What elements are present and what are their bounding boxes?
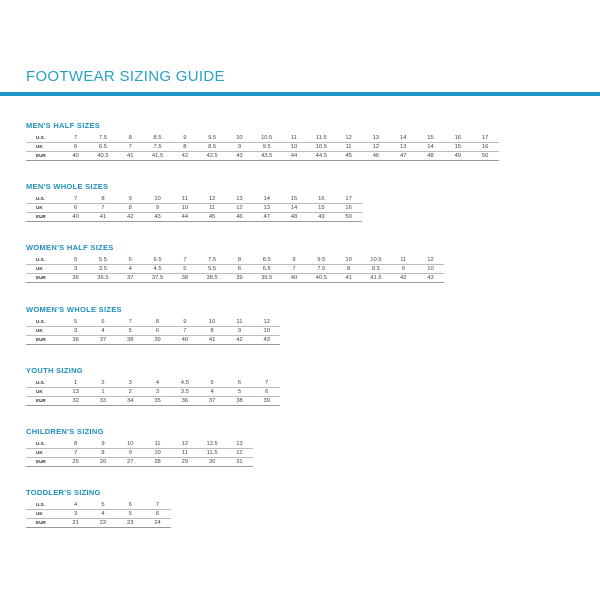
table-row: [26, 152, 499, 161]
size-cell: 6: [62, 143, 89, 152]
size-cell: 7: [155, 502, 160, 508]
size-cell: 10.5: [261, 135, 273, 141]
section-title: WOMEN'S WHOLE SIZES: [26, 305, 122, 314]
size-cell: 13: [253, 204, 280, 213]
size-cell: 3: [62, 265, 89, 274]
size-cell: 9.5: [208, 135, 217, 141]
size-cell: 4: [89, 510, 116, 519]
row-label: U.S.: [36, 502, 45, 507]
size-cell: 1: [74, 380, 78, 386]
size-cell: 48: [417, 152, 444, 161]
size-cell: 8.5: [153, 135, 162, 141]
size-cell: 9: [183, 135, 187, 141]
size-cell: 7.5: [144, 143, 171, 152]
size-cell: 8: [128, 135, 132, 141]
size-cell: 10: [127, 441, 134, 447]
size-cell: 15: [427, 135, 434, 141]
size-cell: 16: [318, 196, 325, 202]
size-cell: 5: [171, 265, 198, 274]
table-row: [26, 204, 362, 213]
size-cell: 5: [101, 502, 105, 508]
size-cell: 13: [390, 143, 417, 152]
row-label: EUR: [26, 519, 62, 528]
size-cell: 15: [444, 143, 471, 152]
size-cell: 46: [226, 213, 253, 222]
size-cell: 8: [171, 143, 198, 152]
size-cell: 16: [471, 143, 498, 152]
section-title: MEN'S HALF SIZES: [26, 121, 101, 130]
size-cell: 12.5: [206, 441, 218, 447]
size-cell: 6: [237, 380, 242, 386]
size-cell: 12: [427, 257, 434, 263]
size-cell: 28: [144, 458, 171, 467]
size-cell: 7: [62, 449, 89, 458]
size-cell: 11: [171, 449, 198, 458]
size-cell: 14: [399, 135, 407, 141]
size-cell: 5: [74, 319, 78, 325]
size-cell: 3.5: [171, 388, 198, 397]
size-cell: 46: [362, 152, 389, 161]
size-cell: 11: [181, 196, 188, 202]
section-mens-whole: [26, 182, 362, 222]
size-cell: 41: [89, 213, 116, 222]
size-cell: 3.5: [89, 265, 116, 274]
row-label: EUR: [26, 458, 62, 467]
size-cell: 9: [183, 319, 187, 325]
size-table: [26, 134, 499, 161]
size-cell: 9: [117, 449, 144, 458]
size-cell: 7: [74, 196, 78, 202]
section-title: TODDLER'S SIZING: [26, 488, 101, 497]
row-label: UK: [26, 510, 62, 519]
size-cell: 8: [335, 265, 362, 274]
size-cell: 7: [280, 265, 307, 274]
table-row: [26, 274, 444, 283]
size-cell: 38: [226, 397, 253, 406]
size-cell: 12: [226, 449, 253, 458]
size-cell: 10.5: [308, 143, 335, 152]
size-cell: 47: [253, 213, 280, 222]
size-cell: 12: [345, 135, 352, 141]
size-cell: 5: [210, 380, 214, 386]
size-cell: 2: [117, 388, 144, 397]
size-cell: 4: [117, 265, 144, 274]
size-cell: 9.5: [253, 143, 280, 152]
row-label: U.S.: [36, 441, 45, 446]
size-cell: 8.5: [262, 257, 271, 263]
size-cell: 32: [62, 397, 89, 406]
size-cell: 12: [226, 204, 253, 213]
row-label: UK: [26, 265, 62, 274]
size-cell: 39: [144, 336, 171, 345]
size-cell: 41.5: [362, 274, 389, 283]
size-cell: 4.5: [144, 265, 171, 274]
size-cell: 25: [62, 458, 89, 467]
row-label: U.S.: [36, 196, 45, 201]
size-cell: 8: [89, 449, 116, 458]
row-label: UK: [26, 327, 62, 336]
section-title: MEN'S WHOLE SIZES: [26, 182, 109, 191]
size-cell: 50: [471, 152, 498, 161]
size-cell: 5.5: [98, 257, 107, 263]
size-cell: 44: [171, 213, 198, 222]
size-cell: 37: [198, 397, 225, 406]
size-cell: 12: [263, 319, 270, 325]
section-title: WOMEN'S HALF SIZES: [26, 243, 114, 252]
row-label: EUR: [26, 152, 62, 161]
size-cell: 23: [117, 519, 144, 528]
table-row: [26, 397, 280, 406]
section-title: CHILDREN'S SIZING: [26, 427, 104, 436]
size-cell: 40: [280, 274, 307, 283]
size-cell: 22: [89, 519, 116, 528]
table-row: [26, 501, 171, 510]
size-cell: 9.5: [317, 257, 326, 263]
size-cell: 26: [89, 458, 116, 467]
size-cell: 36: [62, 336, 89, 345]
size-cell: 47: [390, 152, 417, 161]
section-title: YOUTH SIZING: [26, 366, 83, 375]
size-cell: 14: [263, 196, 270, 202]
table-row: [26, 388, 280, 397]
size-cell: 9: [226, 327, 253, 336]
size-cell: 29: [171, 458, 198, 467]
size-cell: 6: [253, 388, 280, 397]
size-cell: 42.5: [198, 152, 225, 161]
size-cell: 6: [226, 265, 253, 274]
size-cell: 37: [117, 274, 144, 283]
row-label: U.S.: [36, 319, 45, 324]
size-cell: 7.5: [308, 265, 335, 274]
size-cell: 6: [101, 319, 105, 325]
size-cell: 10: [144, 449, 171, 458]
size-cell: 6.5: [89, 143, 116, 152]
size-cell: 7: [128, 319, 132, 325]
size-cell: 16: [454, 135, 462, 141]
table-row: [26, 318, 280, 327]
table-row: [26, 510, 171, 519]
size-cell: 11: [335, 143, 362, 152]
size-cell: 1: [89, 388, 116, 397]
size-cell: 49: [444, 152, 471, 161]
row-label: EUR: [26, 397, 62, 406]
size-cell: 13: [236, 196, 243, 202]
size-cell: 8: [117, 204, 144, 213]
row-label: UK: [26, 143, 62, 152]
size-cell: 14: [417, 143, 444, 152]
size-cell: 8: [198, 327, 225, 336]
size-cell: 33: [89, 397, 116, 406]
size-table: [26, 195, 362, 222]
size-cell: 11.5: [198, 449, 225, 458]
size-cell: 6: [144, 327, 171, 336]
size-cell: 12: [181, 441, 189, 447]
size-cell: 40.5: [89, 152, 116, 161]
size-cell: 13: [236, 441, 243, 447]
size-cell: 44: [280, 152, 307, 161]
size-cell: 3: [62, 327, 89, 336]
size-cell: 13: [372, 135, 380, 141]
size-cell: 40.5: [308, 274, 335, 283]
size-cell: 40: [171, 336, 198, 345]
row-label: U.S.: [36, 380, 45, 385]
table-row: [26, 440, 253, 449]
size-cell: 37: [89, 336, 116, 345]
size-cell: 9: [390, 265, 417, 274]
size-cell: 42: [226, 336, 253, 345]
table-row: [26, 519, 171, 528]
table-row: [26, 134, 499, 143]
size-cell: 8: [101, 196, 105, 202]
size-cell: 9: [101, 441, 105, 447]
size-cell: 45: [335, 152, 362, 161]
size-cell: 11.5: [315, 135, 327, 141]
size-cell: 4: [89, 327, 116, 336]
size-cell: 11: [400, 257, 407, 263]
size-cell: 10: [171, 204, 198, 213]
size-cell: 9: [292, 257, 296, 263]
size-cell: 5: [117, 510, 144, 519]
table-row: [26, 213, 362, 222]
size-cell: 11: [236, 319, 243, 325]
section-womens-whole: [26, 305, 280, 345]
size-cell: 15: [290, 196, 298, 202]
size-cell: 38: [171, 274, 198, 283]
size-cell: 10: [280, 143, 307, 152]
size-cell: 41.5: [144, 152, 171, 161]
size-cell: 4: [155, 380, 160, 386]
size-table: [26, 440, 253, 467]
size-cell: 43: [144, 213, 171, 222]
size-cell: 7: [89, 204, 116, 213]
size-cell: 13: [62, 388, 89, 397]
table-row: [26, 327, 280, 336]
row-label: EUR: [26, 336, 62, 345]
size-cell: 38: [117, 336, 144, 345]
size-cell: 8.5: [198, 143, 225, 152]
size-cell: 43: [226, 152, 253, 161]
size-cell: 43.5: [253, 152, 280, 161]
size-cell: 38.5: [198, 274, 225, 283]
size-cell: 40: [62, 152, 89, 161]
table-row: [26, 449, 253, 458]
size-cell: 12: [362, 143, 389, 152]
size-cell: 7.5: [208, 257, 217, 263]
row-label: UK: [26, 449, 62, 458]
size-cell: 11: [198, 204, 225, 213]
size-cell: 7: [265, 380, 269, 386]
size-cell: 6: [144, 510, 171, 519]
size-cell: 36: [171, 397, 198, 406]
size-cell: 6.5: [153, 257, 162, 263]
row-label: U.S.: [36, 135, 45, 140]
size-cell: 11: [154, 441, 161, 447]
size-cell: 24: [144, 519, 171, 528]
size-cell: 8: [74, 441, 78, 447]
size-cell: 43: [253, 336, 280, 345]
size-cell: 5: [226, 388, 253, 397]
size-cell: 10: [417, 265, 444, 274]
size-cell: 7: [74, 135, 78, 141]
size-cell: 44.5: [308, 152, 335, 161]
title-rule: [0, 92, 600, 96]
size-cell: 5: [74, 257, 78, 263]
size-cell: 36.5: [89, 274, 116, 283]
size-cell: 39.5: [253, 274, 280, 283]
size-cell: 3: [144, 388, 171, 397]
size-cell: 9: [226, 143, 253, 152]
size-cell: 7: [171, 327, 198, 336]
size-cell: 6: [128, 257, 132, 263]
size-cell: 17: [481, 135, 489, 141]
size-cell: 6.5: [253, 265, 280, 274]
size-cell: 4: [74, 502, 78, 508]
size-cell: 6: [128, 502, 132, 508]
size-cell: 14: [280, 204, 307, 213]
size-cell: 27: [117, 458, 144, 467]
size-cell: 5: [117, 327, 144, 336]
size-table: [26, 501, 171, 528]
size-cell: 11: [291, 135, 298, 141]
size-cell: 45: [198, 213, 225, 222]
table-row: [26, 379, 280, 388]
size-cell: 4: [198, 388, 225, 397]
size-cell: 41: [198, 336, 225, 345]
size-cell: 7: [117, 143, 144, 152]
size-cell: 10: [208, 319, 216, 325]
size-cell: 31: [226, 458, 253, 467]
row-label: U.S.: [36, 257, 45, 262]
row-label: UK: [26, 388, 62, 397]
size-cell: 36: [62, 274, 89, 283]
section-womens-half: [26, 243, 444, 283]
section-children: [26, 427, 253, 467]
size-cell: 8: [237, 257, 242, 263]
size-cell: 10: [345, 257, 352, 263]
size-cell: 3: [128, 380, 132, 386]
size-table: [26, 379, 280, 406]
row-label: EUR: [26, 213, 62, 222]
size-cell: 49: [308, 213, 335, 222]
row-label: EUR: [26, 274, 62, 283]
size-cell: 6: [62, 204, 89, 213]
size-cell: 43: [417, 274, 444, 283]
size-table: [26, 318, 280, 345]
size-cell: 42: [390, 274, 417, 283]
section-mens-half: [26, 121, 499, 161]
size-cell: 9: [144, 204, 171, 213]
size-cell: 50: [335, 213, 362, 222]
size-cell: 7: [183, 257, 187, 263]
size-cell: 17: [345, 196, 352, 202]
table-row: [26, 336, 280, 345]
size-cell: 21: [62, 519, 89, 528]
page-title: FOOTWEAR SIZING GUIDE: [26, 68, 225, 85]
table-row: [26, 265, 444, 274]
section-toddler: [26, 488, 171, 528]
size-cell: 10: [253, 327, 280, 336]
size-cell: 41: [117, 152, 144, 161]
table-row: [26, 195, 362, 204]
size-table: [26, 256, 444, 283]
size-cell: 8: [155, 319, 160, 325]
size-cell: 34: [117, 397, 144, 406]
section-youth: [26, 366, 280, 406]
table-row: [26, 458, 253, 467]
size-cell: 48: [280, 213, 307, 222]
size-cell: 39: [226, 274, 253, 283]
size-cell: 41: [335, 274, 362, 283]
size-cell: 8.5: [362, 265, 389, 274]
size-cell: 10.5: [370, 257, 382, 263]
size-cell: 30: [198, 458, 225, 467]
size-cell: 7.5: [98, 135, 107, 141]
size-cell: 10: [236, 135, 243, 141]
size-cell: 37.5: [144, 274, 171, 283]
size-cell: 2: [101, 380, 105, 386]
size-cell: 35: [144, 397, 171, 406]
size-cell: 12: [208, 196, 216, 202]
size-cell: 16: [335, 204, 362, 213]
size-cell: 40: [62, 213, 89, 222]
size-cell: 39: [253, 397, 280, 406]
row-label: UK: [26, 204, 62, 213]
size-cell: 15: [308, 204, 335, 213]
size-cell: 10: [154, 196, 161, 202]
size-cell: 42: [117, 213, 144, 222]
size-cell: 9: [128, 196, 132, 202]
size-cell: 3: [62, 510, 89, 519]
table-row: [26, 256, 444, 265]
size-cell: 4.5: [180, 380, 189, 386]
table-row: [26, 143, 499, 152]
size-cell: 5.5: [198, 265, 225, 274]
size-cell: 42: [171, 152, 198, 161]
